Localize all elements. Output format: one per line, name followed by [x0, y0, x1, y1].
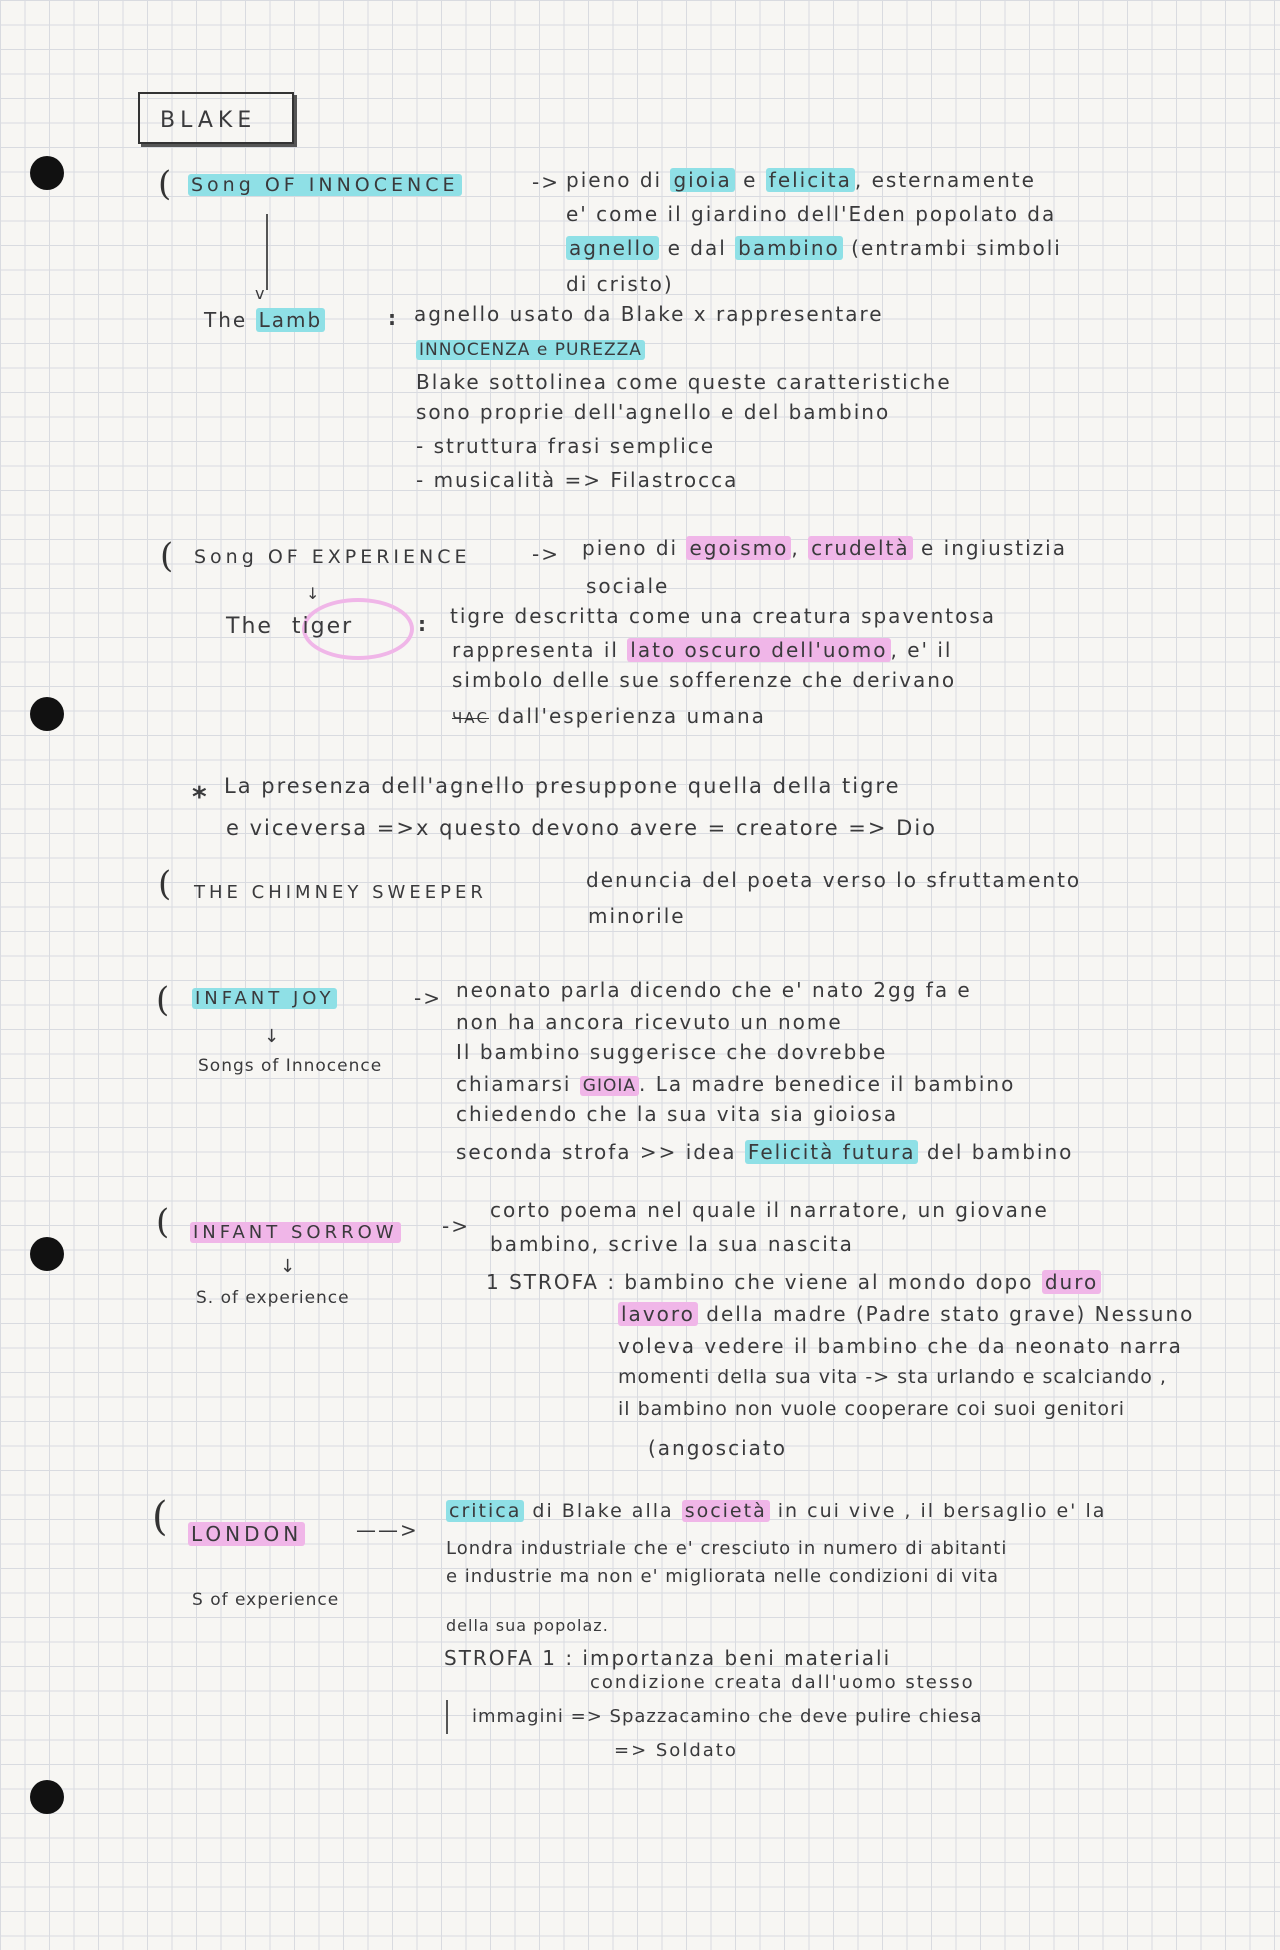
infant-sorrow-line-1: corto poema nel quale il narratore, un giovane: [490, 1198, 1049, 1222]
infant-joy-line-5: chiedendo che la sua vita sia gioiosa: [456, 1102, 899, 1126]
arrow: ->: [532, 542, 560, 566]
london-line-4: della sua popolaz.: [446, 1616, 609, 1635]
binder-hole: [30, 1780, 64, 1814]
experience-heading: Song OF EXPERIENCE: [194, 546, 471, 568]
arrow: ->: [532, 170, 560, 194]
note-line-1: La presenza dell'agnello presuppone quella della tigre: [224, 774, 901, 798]
tiger-line-3: simbolo delle sue sofferenze che derivano: [452, 668, 957, 692]
binder-hole: [30, 156, 64, 190]
colon: :: [418, 612, 428, 636]
chimney-line-2: minorile: [588, 904, 686, 928]
tiger-line-2: rappresenta il lato oscuro dell'uomo , e' il: [452, 638, 953, 662]
london-line-2: Londra industriale che e' cresciuto in numero di abitanti: [446, 1538, 1008, 1559]
down-arrow-head: v: [255, 284, 267, 303]
infant-joy-heading: INFANT JOY: [192, 988, 337, 1009]
chimney-line-1: denuncia del poeta verso lo sfruttamento: [586, 868, 1082, 892]
london-line-6: condizione creata dall'uomo stesso: [590, 1672, 975, 1693]
infant-sorrow-line-8: (angosciato: [648, 1436, 787, 1460]
section-brace: (: [156, 1202, 170, 1242]
infant-sorrow-line-4: lavoro della madre (Padre stato grave) Nessuno: [618, 1302, 1194, 1326]
lamb-line-6: - musicalità => Filastrocca: [416, 468, 739, 492]
tiger-line-1: tigre descritta come una creatura spaventosa: [450, 604, 997, 628]
lamb-line-3: Blake sottolinea come queste caratteristiche: [416, 370, 952, 394]
infant-sorrow-line-2: bambino, scrive la sua nascita: [490, 1232, 854, 1256]
infant-sorrow-line-7: il bambino non vuole cooperare coi suoi genitori: [618, 1398, 1126, 1420]
star-mark: *: [192, 780, 209, 813]
innocence-heading: Song OF INNOCENCE: [188, 174, 462, 196]
innocence-line-3: agnello e dal bambino (entrambi simboli: [566, 236, 1062, 260]
infant-joy-line-4: chiamarsi GIOIA . La madre benedice il bambino: [456, 1072, 1016, 1096]
section-brace: (: [158, 164, 172, 204]
down-arrow-line: [266, 214, 268, 290]
experience-line-2: sociale: [586, 574, 670, 598]
down-arrow: ↓: [264, 1026, 282, 1047]
infant-joy-line-1: neonato parla dicendo che e' nato 2gg fa e: [456, 978, 972, 1002]
arrow: ->: [414, 986, 442, 1010]
lamb-line-1: agnello usato da Blake x rappresentare: [414, 302, 884, 326]
tiger-label: The tiger: [226, 614, 354, 639]
london-heading: LONDON: [188, 1522, 305, 1546]
london-line-5: STROFA 1 : importanza beni materiali: [444, 1646, 892, 1670]
tiger-line-4: ЧАС dall'esperienza umana: [452, 704, 766, 728]
lamb-label: The Lamb: [204, 308, 325, 332]
experience-line-1: pieno di egoismo , crudeltà e ingiustizia: [582, 536, 1067, 560]
innocence-line-2: e' come il giardino dell'Eden popolato da: [566, 202, 1057, 226]
london-line-8: => Soldato: [614, 1740, 738, 1761]
binder-hole: [30, 697, 64, 731]
innocence-line-4: di cristo): [566, 272, 674, 296]
infant-joy-line-6: seconda strofa >> idea Felicità futura del bambino: [456, 1140, 1074, 1164]
down-arrow: ↓: [306, 584, 322, 603]
lamb-line-5: - struttura frasi semplice: [416, 434, 716, 458]
section-brace: (: [158, 864, 172, 904]
arrow: ->: [442, 1214, 470, 1238]
infant-sorrow-line-3: 1 STROFA : bambino che viene al mondo dopo duro: [486, 1270, 1101, 1294]
colon: :: [388, 306, 398, 330]
note-line-2: e viceversa =>x questo devono avere = creatore => Dio: [226, 816, 938, 840]
section-brace: (: [156, 980, 170, 1020]
lamb-line-4: sono proprie dell'agnello e del bambino: [416, 400, 891, 424]
london-line-3: e industrie ma non e' migliorata nelle condizioni di vita: [446, 1566, 999, 1587]
page-title: BLAKE: [160, 108, 257, 133]
london-line-1: critica di Blake alla società in cui vive , il bersaglio e' la: [446, 1500, 1106, 1522]
arrow: ——>: [356, 1518, 419, 1542]
section-brace: (: [152, 1494, 168, 1540]
chimney-heading: THE CHIMNEY SWEEPER: [194, 882, 487, 903]
london-line-7: immagini => Spazzacamino che deve pulire chiesa: [472, 1706, 983, 1727]
section-brace: (: [160, 536, 174, 576]
infant-joy-line-3: Il bambino suggerisce che dovrebbe: [456, 1040, 888, 1064]
innocence-line-1: pieno di gioia e felicita , esternamente: [566, 168, 1036, 192]
london-sub: S of experience: [192, 1590, 340, 1610]
infant-sorrow-heading: INFANT SORROW: [190, 1222, 401, 1243]
down-arrow: ↓: [280, 1256, 298, 1277]
infant-sorrow-line-5: voleva vedere il bambino che da neonato narra: [618, 1334, 1183, 1358]
infant-sorrow-line-6: momenti della sua vita -> sta urlando e scalciando ,: [618, 1366, 1167, 1388]
infant-sorrow-sub: S. of experience: [196, 1288, 350, 1308]
lamb-line-2: INNOCENZA e PUREZZA: [416, 340, 645, 360]
binder-hole: [30, 1237, 64, 1271]
infant-joy-sub: Songs of Innocence: [198, 1056, 383, 1076]
bracket-line: [446, 1700, 448, 1734]
infant-joy-line-2: non ha ancora ricevuto un nome: [456, 1010, 843, 1034]
